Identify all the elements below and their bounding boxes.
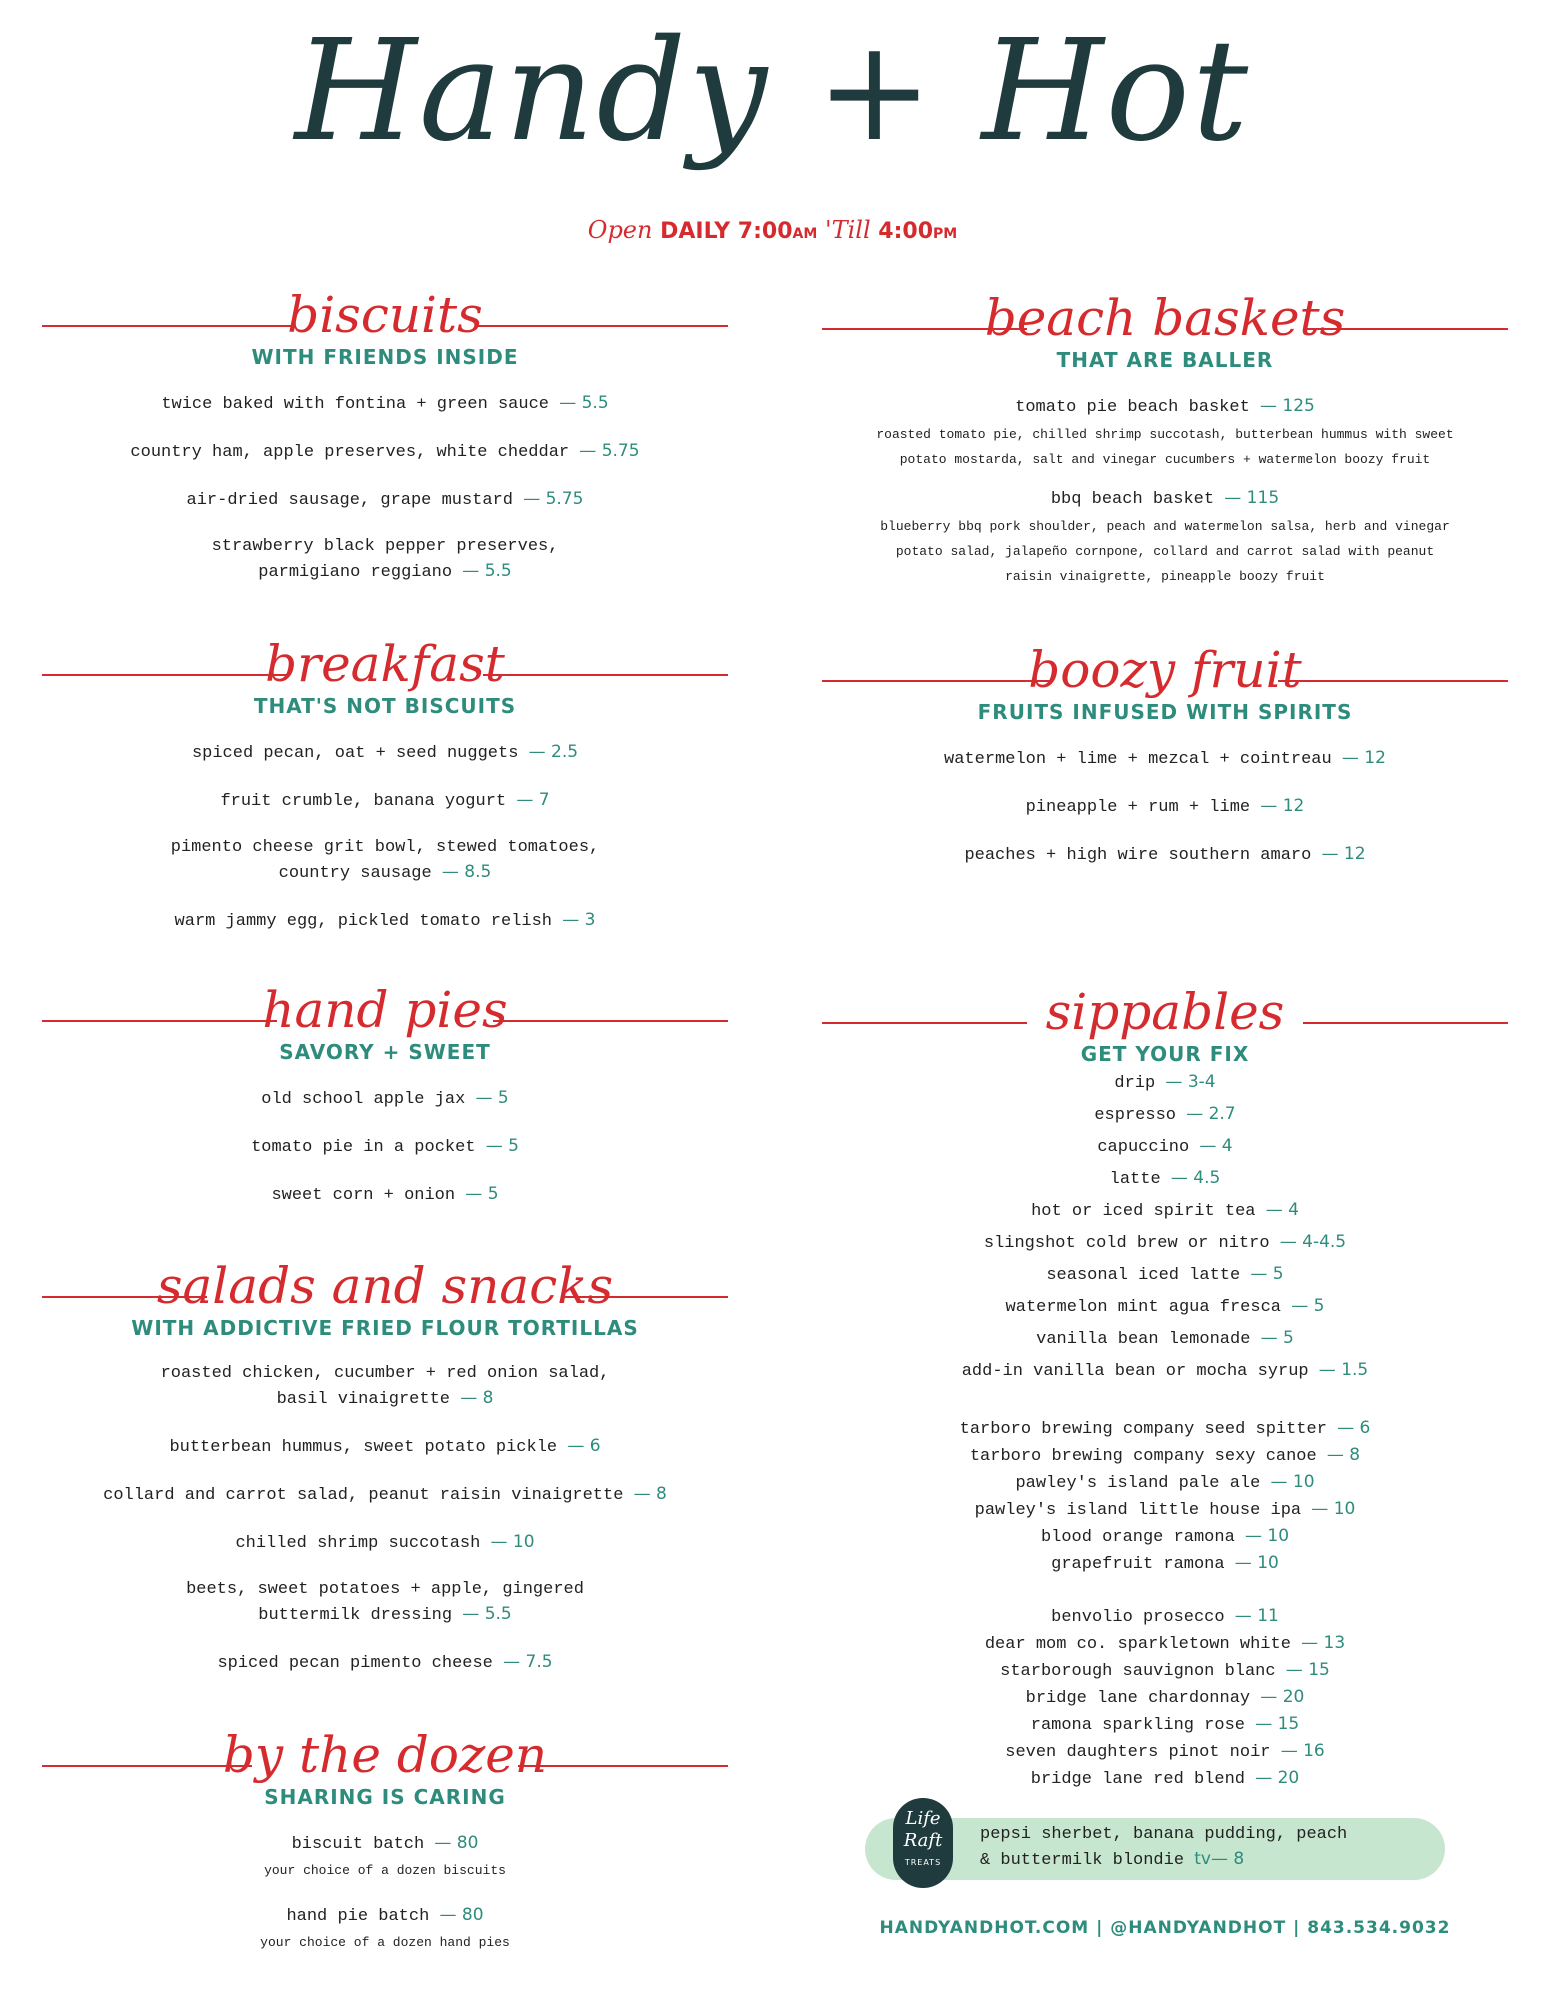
- menu-item: bridge lane chardonnay — 20: [1025, 1687, 1305, 1708]
- menu-item: ramona sparkling rose — 15: [1030, 1714, 1300, 1735]
- menu-item: pawley's island pale ale — 10: [1015, 1472, 1315, 1493]
- menu-item: pineapple + rum + lime — 12: [1025, 796, 1305, 817]
- wine-list: [822, 1604, 1508, 1792]
- section-title: hand pies: [262, 981, 508, 1039]
- menu-item: seven daughters pinot noir — 16: [1005, 1741, 1325, 1762]
- liferaft-line: pepsi sherbet, banana pudding, peach: [980, 1825, 1348, 1844]
- liferaft-logo-tag: TREATS: [904, 1858, 942, 1867]
- menu-item: biscuit batch — 80 your choice of a dozen biscuits: [42, 1831, 728, 1881]
- beer-list: [822, 1416, 1508, 1577]
- section-subtitle: SHARING IS CARING: [264, 1785, 506, 1809]
- menu-item: grapefruit ramona — 10: [1051, 1553, 1279, 1574]
- menu-item: latte — 4.5: [1109, 1168, 1221, 1189]
- menu-item: strawberry black pepper preserves, parmigiano reggiano — 5.5: [211, 537, 559, 582]
- menu-item: tarboro brewing company seed spitter — 6: [959, 1418, 1371, 1439]
- open-time: DAILY 7:00: [660, 219, 793, 244]
- section-subtitle: THAT ARE BALLER: [1056, 348, 1274, 372]
- liferaft-line: & buttermilk blondie: [980, 1851, 1185, 1870]
- section-title: by the dozen: [222, 1726, 548, 1784]
- item-note: your choice of a dozen biscuits: [264, 1863, 506, 1878]
- contact-footer: HANDYANDHOT.COM | @HANDYANDHOT | 843.534.9032: [879, 1918, 1451, 1938]
- menu-item: blood orange ramona — 10: [1040, 1526, 1290, 1547]
- section-hand-pies: [42, 980, 728, 1230]
- menu-item: dear mom co. sparkletown white — 13: [984, 1633, 1346, 1654]
- section-heading: [42, 285, 728, 345]
- menu-item: watermelon mint agua fresca — 5: [1005, 1296, 1325, 1317]
- menu-item: vanilla bean lemonade — 5: [1036, 1328, 1294, 1349]
- section-title: biscuits: [287, 286, 483, 344]
- menu-item: hand pie batch — 80 your choice of a dozen hand pies: [42, 1903, 728, 1953]
- section-biscuits: [42, 285, 728, 607]
- section-title: beach baskets: [984, 289, 1346, 347]
- section-title: boozy fruit: [1028, 641, 1302, 699]
- menu-item: tomato pie beach basket — 125 roasted tomato pie, chilled shrimp succotash, butterbean hummus with sweet potato mostarda, salt and vinegar cucumbers + watermelon boozy fruit: [822, 394, 1508, 472]
- section-breakfast: [42, 634, 728, 956]
- till-label: 'Till: [824, 216, 871, 244]
- section-salads-and-snacks: [42, 1256, 728, 1698]
- open-label: Open: [587, 216, 653, 244]
- section-heading: [42, 1256, 728, 1316]
- menu-item: slingshot cold brew or nitro — 4-4.5: [983, 1232, 1347, 1253]
- section-title: sippables: [1045, 983, 1285, 1041]
- section-sippables: [822, 982, 1508, 1793]
- liferaft-logo: [893, 1798, 953, 1888]
- liferaft-logo-text: Life: [905, 1808, 941, 1829]
- menu-item: pawley's island little house ipa — 10: [974, 1499, 1356, 1520]
- pm-label: PM: [933, 226, 958, 242]
- section-subtitle: WITH ADDICTIVE FRIED FLOUR TORTILLAS: [131, 1316, 639, 1340]
- menu-item: beets, sweet potatoes + apple, gingered buttermilk dressing — 5.5: [186, 1580, 584, 1625]
- menu-item: drip — 3-4: [1114, 1072, 1216, 1093]
- item-description: roasted tomato pie, chilled shrimp succotash, butterbean hummus with sweet potato mostarda, salt and vinegar cucumbers + watermelon boozy fruit: [876, 427, 1454, 467]
- menu-item: starborough sauvignon blanc — 15: [1000, 1660, 1330, 1681]
- menu-item: spiced pecan, oat + seed nuggets — 2.5: [191, 742, 579, 763]
- menu-item: bbq beach basket — 115 blueberry bbq pork shoulder, peach and watermelon salsa, herb and vinegar potato salad, jalapeño cornpone, collard and carrot salad with peanut raisin vinaigrette, pineapple boozy fruit: [822, 486, 1508, 589]
- section-heading: [822, 640, 1508, 700]
- menu-item: tomato pie in a pocket — 5: [251, 1136, 519, 1157]
- menu-item: roasted chicken, cucumber + red onion salad, basil vinaigrette — 8: [160, 1364, 610, 1409]
- close-time: 4:00: [878, 219, 934, 244]
- menu-item: watermelon + lime + mezcal + cointreau — 12: [944, 748, 1386, 769]
- menu-item: spiced pecan pimento cheese — 7.5: [217, 1652, 553, 1673]
- menu-item: butterbean hummus, sweet potato pickle — 6: [169, 1436, 601, 1457]
- opening-hours: [0, 216, 1545, 244]
- section-heading: [822, 982, 1508, 1042]
- section-title: salads and snacks: [156, 1257, 614, 1315]
- section-subtitle: GET YOUR FIX: [1080, 1042, 1250, 1066]
- menu-item: chilled shrimp succotash — 10: [235, 1532, 535, 1553]
- menu-item: capuccino — 4: [1097, 1136, 1233, 1157]
- section-subtitle: SAVORY + SWEET: [279, 1040, 491, 1064]
- coffee-list: [822, 1070, 1508, 1384]
- liferaft-treats: [980, 1823, 1440, 1873]
- am-label: AM: [792, 226, 818, 242]
- menu-item: benvolio prosecco — 11: [1051, 1606, 1279, 1627]
- menu-item: air-dried sausage, grape mustard — 5.75: [186, 489, 584, 510]
- menu-item: twice baked with fontina + green sauce — 5.5: [161, 393, 609, 414]
- menu-item: collard and carrot salad, peanut raisin vinaigrette — 8: [103, 1484, 667, 1505]
- section-subtitle: THAT'S NOT BISCUITS: [253, 694, 517, 718]
- section-boozy-fruit: [822, 640, 1508, 890]
- menu-item: hot or iced spirit tea — 4: [1031, 1200, 1299, 1221]
- section-beach-baskets: [822, 288, 1508, 611]
- menu-item: fruit crumble, banana yogurt — 7: [220, 790, 550, 811]
- liferaft-price: tv— 8: [1194, 1849, 1245, 1869]
- liferaft-logo-text: Raft: [903, 1830, 943, 1851]
- section-heading: [42, 634, 728, 694]
- section-title: breakfast: [265, 635, 505, 693]
- section-by-the-dozen: [42, 1725, 728, 1975]
- section-heading: [42, 980, 728, 1040]
- menu-item: old school apple jax — 5: [261, 1088, 509, 1109]
- menu-item: add-in vanilla bean or mocha syrup — 1.5: [961, 1360, 1369, 1381]
- menu-item: seasonal iced latte — 5: [1046, 1264, 1284, 1285]
- menu-item: bridge lane red blend — 20: [1030, 1768, 1300, 1789]
- menu-item: espresso — 2.7: [1094, 1104, 1236, 1125]
- menu-item: country ham, apple preserves, white cheddar — 5.75: [130, 441, 640, 462]
- section-subtitle: FRUITS INFUSED WITH SPIRITS: [977, 700, 1353, 724]
- item-description: blueberry bbq pork shoulder, peach and watermelon salsa, herb and vinegar potato salad, jalapeño cornpone, collard and carrot salad with peanut raisin vinaigrette, pineapple boozy fruit: [880, 519, 1450, 584]
- menu-item: peaches + high wire southern amaro — 12: [964, 844, 1366, 865]
- item-note: your choice of a dozen hand pies: [260, 1935, 510, 1950]
- menu-item: warm jammy egg, pickled tomato relish — 3: [174, 910, 596, 931]
- section-subtitle: WITH FRIENDS INSIDE: [251, 345, 519, 369]
- menu-item: tarboro brewing company sexy canoe — 8: [969, 1445, 1361, 1466]
- menu-item: pimento cheese grit bowl, stewed tomatoes, country sausage — 8.5: [170, 838, 600, 883]
- section-heading: [822, 288, 1508, 348]
- section-heading: [42, 1725, 728, 1785]
- menu-item: sweet corn + onion — 5: [271, 1184, 499, 1205]
- brand-logo: Handy + Hot: [294, 10, 1251, 173]
